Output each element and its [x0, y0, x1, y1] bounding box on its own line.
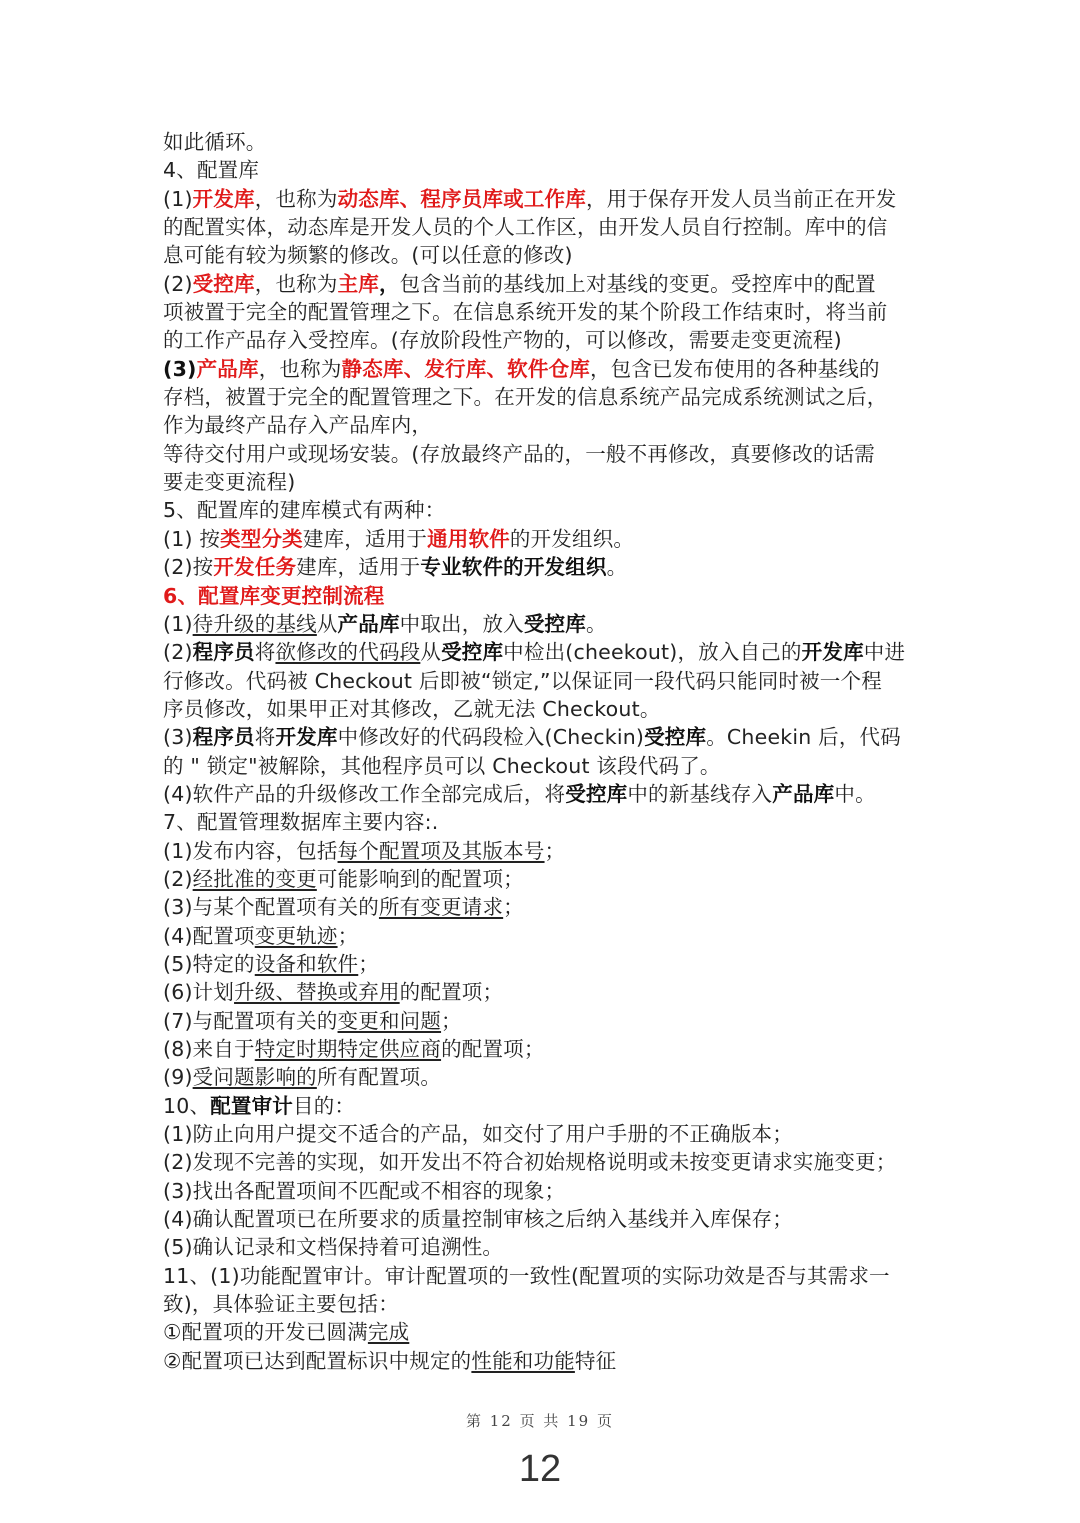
text-line: [163, 185, 923, 213]
text-line: [163, 808, 923, 836]
text-segment: ，也称为: [258, 356, 342, 381]
text-segment: 7、配置管理数据库主要内容:.: [163, 810, 439, 835]
text-segment: 包含当前的基线加上对基线的变更。受控库中的配置: [399, 271, 876, 296]
bold-term: 受控库: [523, 611, 586, 636]
text-segment: (3)找出各配置项间不匹配或不相容的现象；: [163, 1178, 566, 1203]
text-line: [163, 1148, 923, 1176]
bold-term: 专业软件的开发组织: [420, 555, 607, 580]
text-segment: 4、配置库: [163, 158, 260, 183]
text-segment: 将: [254, 640, 276, 665]
text-line: [163, 1347, 923, 1375]
text-segment: 中进: [863, 640, 906, 665]
text-segment: (3)与某个配置项有关的: [163, 895, 379, 920]
text-line: [163, 525, 923, 553]
text-line: [163, 213, 923, 241]
highlighted-term: 受控库: [192, 271, 255, 296]
text-segment: 作为最终产品存入产品库内，: [163, 413, 433, 438]
underlined-term: 每个配置项及其版本号: [337, 838, 545, 863]
underlined-term: 性能和功能: [471, 1348, 575, 1373]
text-segment: 如此循环。: [163, 130, 267, 154]
highlighted-term: 动态库、程序员库或工作库: [337, 186, 586, 211]
text-line: [163, 1290, 923, 1318]
text-segment: 所有配置项。: [316, 1065, 442, 1090]
text-line: [163, 1092, 923, 1120]
text-segment: (2): [163, 640, 193, 665]
text-segment: (7)与配置项有关的: [163, 1008, 338, 1033]
text-line: [163, 1262, 923, 1290]
bold-term: 配置审计: [210, 1093, 293, 1118]
text-line: [163, 837, 923, 865]
text-line: [163, 950, 923, 978]
page-indicator: 第 12 页 共 19 页: [465, 1412, 614, 1430]
text-segment: 建库，适用于: [296, 555, 421, 580]
text-segment: 10、: [163, 1093, 211, 1118]
text-line: [163, 780, 923, 808]
text-line: [163, 241, 923, 269]
text-segment: 。: [606, 555, 628, 580]
text-segment: 中修改好的代码段检入(Checkin): [337, 725, 645, 750]
text-segment: (2): [163, 866, 193, 891]
text-segment: 从: [420, 640, 442, 665]
highlighted-term: 开发库: [192, 186, 255, 211]
underlined-term: 受问题影响的: [192, 1065, 317, 1090]
text-segment: 。Cheekin 后，代码: [706, 725, 901, 750]
highlighted-term: 静态库、发行库、软件仓库: [341, 356, 590, 381]
text-segment: 中的新基线存入: [627, 781, 773, 806]
text-line: [163, 1120, 923, 1148]
text-segment: 11、(1)功能配置审计。审计配置项的一致性(配置项的实际功效是否与其需求一: [163, 1263, 890, 1288]
text-line: [163, 723, 923, 751]
text-segment: 的配置项；: [441, 1037, 545, 1061]
text-segment: (1)发布内容，包括: [163, 838, 338, 863]
text-segment: 等待交付用户或现场安装。(存放最终产品的，一般不再修改，真要修改的话需: [163, 441, 875, 466]
text-segment: 息可能有较为频繁的修改。(可以任意的修改): [163, 243, 573, 268]
underlined-term: 设备和软件: [254, 951, 359, 976]
text-segment: 的配置实体，动态库是开发人员的个人工作区，由开发人员自行控制。库中的信: [163, 215, 888, 240]
text-line: [163, 496, 923, 524]
text-line: [163, 1035, 923, 1063]
text-line: [163, 1205, 923, 1233]
text-segment: 的开发组织。: [509, 526, 635, 551]
bold-term: 产品库: [337, 611, 400, 636]
text-segment: ，用于保存开发人员当前正在开发: [585, 186, 897, 211]
text-line: [163, 468, 923, 496]
underlined-term: 变更和问题: [337, 1008, 442, 1033]
highlighted-term: 开发任务: [213, 555, 297, 580]
text-segment: (9): [163, 1065, 193, 1090]
text-line: [163, 1007, 923, 1035]
text-segment: (6)计划: [163, 980, 235, 1005]
text-line: [163, 383, 923, 411]
text-segment: 致)，具体验证主要包括：: [163, 1292, 399, 1317]
text-line: [163, 752, 923, 780]
text-segment: 项被置于完全的配置管理之下。在信息系统开发的某个阶段工作结束时，将当前: [163, 300, 888, 325]
bold-term: 受控库: [565, 781, 628, 806]
text-line: [163, 156, 923, 184]
text-line: [163, 582, 923, 610]
text-segment: ；: [544, 838, 566, 863]
text-line: [163, 270, 923, 298]
underlined-term: 经批准的变更: [192, 866, 317, 891]
highlighted-term: 类型分类: [220, 526, 303, 551]
text-segment: 。: [585, 611, 607, 636]
highlighted-term: 6、配置库变更控制流程: [163, 583, 385, 608]
text-line: [163, 1177, 923, 1205]
text-segment: ；: [358, 951, 379, 976]
highlighted-term: 产品库: [196, 356, 259, 381]
text-segment: (4)软件产品的升级修改工作全部完成后，将: [163, 781, 566, 806]
text-line: [163, 1063, 923, 1091]
text-segment: (1)防止向用户提交不适合的产品，如交付了用户手册的不正确版本；: [163, 1122, 793, 1147]
underlined-term: 所有变更请求: [378, 895, 504, 920]
text-line: [163, 411, 923, 439]
text-segment: 的工作产品存入受控库。(存放阶段性产物的，可以修改，需要走变更流程): [163, 328, 842, 353]
text-segment: 将: [254, 725, 276, 750]
text-segment: ，也称为: [254, 271, 338, 296]
text-line: [163, 978, 923, 1006]
text-segment: 存档，被置于完全的配置管理之下。在开发的信息系统产品完成系统测试之后，: [163, 385, 888, 410]
document-body: [163, 128, 923, 1375]
text-segment: 序员修改，如果甲正对其修改，乙就无法 Checkout。: [163, 696, 661, 721]
text-segment: (1): [163, 611, 193, 636]
text-segment: (1): [163, 186, 193, 211]
text-segment: ①配置项的开发已圆满: [163, 1320, 368, 1345]
text-segment: (4)确认配置项已在所要求的质量控制审核之后纳入基线并入库保存；: [163, 1207, 793, 1232]
text-line: [163, 326, 923, 354]
underlined-term: 升级、替换或弃用: [234, 980, 400, 1005]
text-line: [163, 440, 923, 468]
text-segment: (3): [163, 725, 193, 750]
underlined-term: 待升级的基线: [192, 611, 317, 636]
text-segment: 的 " 锁定"被解除，其他程序员可以 Checkout 该段代码了。: [163, 753, 721, 778]
text-segment: ，也称为: [254, 186, 338, 211]
text-segment: (2)按: [163, 555, 214, 580]
text-segment: ；: [441, 1008, 462, 1033]
underlined-term: 完成: [367, 1320, 410, 1345]
text-line: [163, 638, 923, 666]
text-segment: 中检出(cheekout)，放入自己的: [503, 640, 802, 665]
text-segment: 可能影响到的配置项；: [316, 866, 524, 891]
text-segment: 中。: [834, 781, 876, 806]
text-segment: ②配置项已达到配置标识中规定的: [163, 1348, 472, 1373]
text-line: [163, 355, 923, 383]
text-line: [163, 922, 923, 950]
bold-term: 受控库: [644, 725, 707, 750]
text-segment: 目的：: [293, 1093, 356, 1118]
text-segment: 的配置项；: [399, 980, 504, 1005]
bold-term: 受控库: [441, 640, 504, 665]
text-line: [163, 553, 923, 581]
text-segment: (1) 按: [163, 526, 221, 551]
bold-term: 程序员: [192, 640, 255, 665]
text-line: [163, 610, 923, 638]
underlined-term: 欲修改的代码段: [275, 640, 421, 665]
bold-term: ，: [378, 271, 400, 296]
page-number: 12: [518, 1448, 562, 1490]
text-segment: (4)配置项: [163, 923, 255, 948]
text-line: [163, 695, 923, 723]
text-segment: ，包含已发布使用的各种基线的: [589, 356, 880, 381]
text-segment: (8)来自于: [163, 1037, 255, 1061]
text-segment: (2): [163, 271, 193, 296]
text-line: [163, 298, 923, 326]
bold-term: 产品库: [772, 781, 835, 806]
text-segment: (5)特定的: [163, 951, 255, 976]
text-segment: 5、配置库的建库模式有两种：: [163, 498, 446, 523]
text-line: [163, 865, 923, 893]
text-line: [163, 128, 923, 156]
text-segment: 中取出，放入: [399, 611, 524, 636]
text-segment: ；: [503, 895, 524, 920]
text-segment: 行修改。代码被 Checkout 后即被“锁定,”以保证同一段代码只能同时被一个程: [163, 668, 882, 693]
text-line: [163, 893, 923, 921]
text-segment: (2)发现不完善的实现，如开发出不符合初始规格说明或未按变更请求实施变更；: [163, 1150, 897, 1175]
text-segment: 从: [316, 611, 338, 636]
underlined-term: 变更轨迹: [254, 923, 338, 948]
highlighted-term: 通用软件: [427, 526, 510, 551]
text-segment: 建库，适用于: [302, 526, 428, 551]
text-segment: 要走变更流程): [163, 470, 296, 495]
bold-term: 开发库: [275, 725, 338, 750]
text-segment: 特征: [574, 1348, 617, 1373]
bold-term: (3): [163, 356, 197, 381]
highlighted-term: 主库: [337, 271, 379, 296]
underlined-term: 特定时期特定供应商: [254, 1037, 442, 1061]
text-line: [163, 1318, 923, 1346]
bold-term: 程序员: [192, 725, 255, 750]
text-segment: (5)确认记录和文档保持着可追溯性。: [163, 1235, 504, 1260]
text-segment: ；: [337, 923, 359, 948]
bold-term: 开发库: [801, 640, 864, 665]
text-line: [163, 1233, 923, 1261]
text-line: [163, 667, 923, 695]
